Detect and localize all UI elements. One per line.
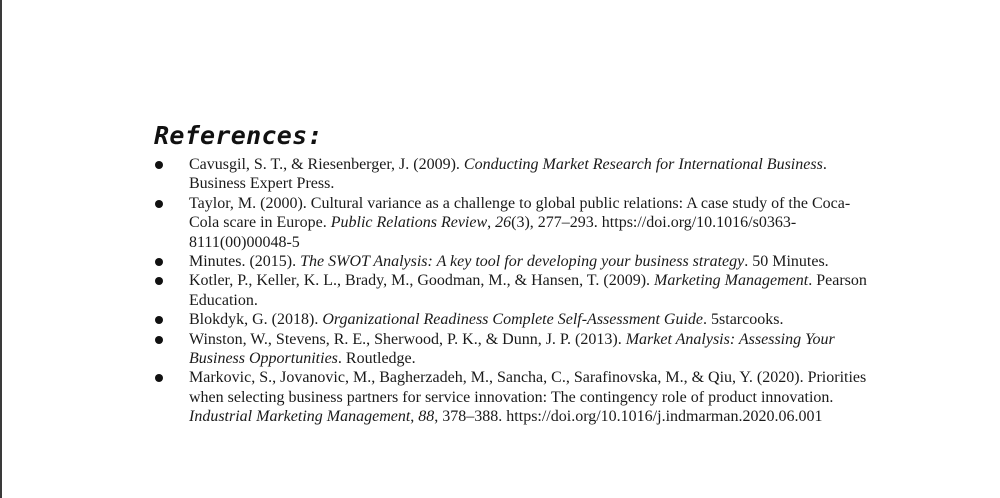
bullet-icon: [155, 200, 163, 208]
reference-text: [189, 253, 829, 270]
bullet-icon: [155, 316, 163, 324]
reference-text: [189, 369, 866, 425]
bullet-icon: [155, 336, 163, 344]
reference-text: [189, 195, 850, 251]
reference-italic-segment: Marketing Management: [654, 272, 809, 290]
reference-segment: . Pearson Education.: [189, 272, 867, 309]
reference-italic-segment: Market Analysis: Assessing Your Business Opportunities: [189, 330, 835, 368]
bullet-icon: [155, 258, 163, 266]
reference-item: [154, 368, 874, 426]
reference-segment: Cavusgil, S. T., & Riesenberger, J. (2009).: [189, 156, 464, 173]
reference-item: [154, 271, 874, 310]
reference-segment: Blokdyk, G. (2018).: [189, 311, 323, 329]
reference-italic-segment: Public Relations Review: [330, 214, 488, 232]
reference-text: [189, 156, 827, 192]
reference-italic-segment: Conducting Market Research for International Business: [463, 156, 823, 173]
reference-list: [154, 155, 874, 427]
reference-text: [189, 311, 783, 328]
reference-segment: ,: [410, 408, 419, 426]
reference-segment: Markovic, S., Jovanovic, M., Bagherzadeh, M., Sancha, C., Sarafinovska, M., & Qiu, Y. (2020). Priorities when selecting business partners for service innovation: The contingency role of product innovation.: [189, 369, 867, 406]
reference-italic-segment: The SWOT Analysis: A key tool for developing your business strategy: [300, 253, 745, 271]
bullet-icon: [155, 277, 163, 285]
reference-item: [154, 252, 874, 271]
reference-segment: . 5starcooks.: [703, 311, 784, 329]
reference-segment: Minutes. (2015).: [189, 253, 301, 271]
reference-segment: Kotler, P., Keller, K. L., Brady, M., Goodman, M., & Hansen, T. (2009).: [189, 272, 655, 290]
reference-segment: Taylor, M. (2000). Cultural variance as a challenge to global public relations: A case study of the Coca-Cola scare in Europe.: [189, 194, 851, 232]
reference-segment: Winston, W., Stevens, R. E., Sherwood, P. K., & Dunn, J. P. (2013).: [189, 330, 626, 348]
references-heading: References:: [154, 121, 323, 150]
reference-segment: . 50 Minutes.: [744, 253, 829, 271]
reference-item: [154, 155, 874, 194]
bullet-icon: [155, 161, 163, 169]
reference-item: [154, 310, 874, 329]
reference-italic-segment: Industrial Marketing Management: [189, 408, 411, 426]
reference-segment: (3), 277–293. https://doi.org/10.1016/s0363-8111(00)00048-5: [189, 214, 797, 251]
reference-text: [189, 331, 835, 367]
reference-segment: . Routledge.: [337, 350, 416, 368]
bullet-icon: [155, 374, 163, 382]
reference-item: [154, 330, 874, 369]
reference-text: [189, 272, 867, 308]
reference-italic-segment: 26: [495, 214, 512, 232]
reference-segment: , 378–388. https://doi.org/10.1016/j.indmarman.2020.06.001: [434, 408, 823, 426]
reference-segment: . Business Expert Press.: [189, 156, 827, 193]
reference-item: [154, 194, 874, 252]
reference-italic-segment: Organizational Readiness Complete Self-Assessment Guide: [322, 311, 704, 329]
reference-segment: ,: [487, 214, 496, 232]
reference-italic-segment: 88: [418, 408, 435, 426]
